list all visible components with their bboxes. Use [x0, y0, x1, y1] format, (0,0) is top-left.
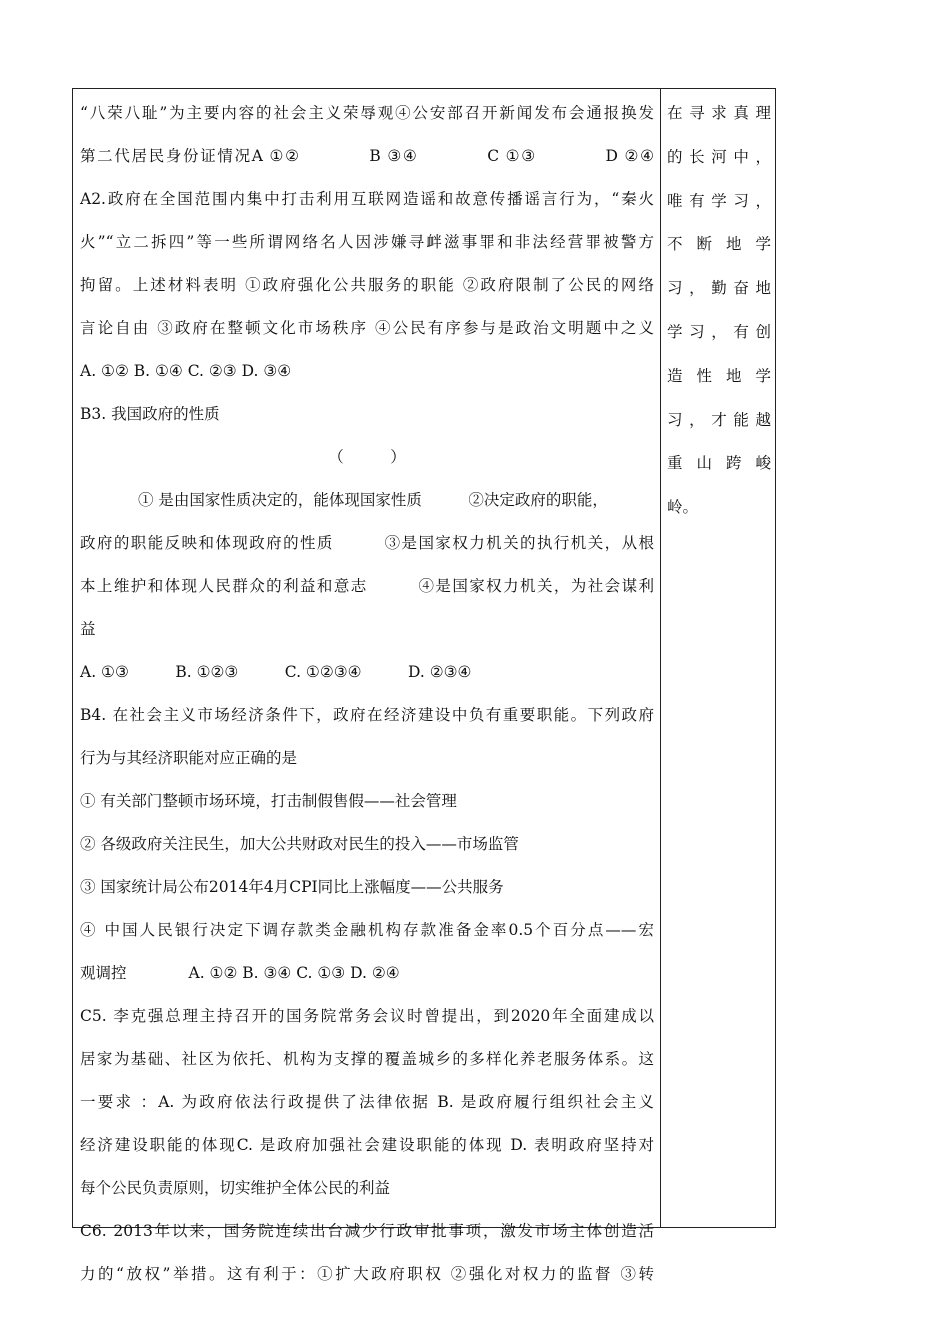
- side-text-line: 重山跨峻: [667, 454, 771, 473]
- text-line: 居家为基础、社区为依托、机构为支撑的覆盖城乡的多样化养老服务体系。这: [80, 1050, 654, 1068]
- text-line: C6. 2013年以来，国务院连续出台减少行政审批事项，激发市场主体创造活: [80, 1222, 654, 1240]
- side-text-line: 造性地学: [667, 366, 771, 385]
- text-line: 力的“放权”举措。这有利于：①扩大政府职权 ②强化对权力的监督 ③转: [80, 1265, 654, 1283]
- side-text-line: 学习，有创: [667, 322, 771, 341]
- text-line: “八荣八耻”为主要内容的社会主义荣辱观④公安部召开新闻发布会通报换发: [80, 104, 654, 122]
- text-line: 行为与其经济职能对应正确的是: [80, 749, 298, 767]
- side-text-line: 习，才能越: [667, 410, 771, 429]
- side-text-line: 的长河中，: [667, 147, 771, 166]
- text-line: ① 是由国家性质决定的，能体现国家性质 ②决定政府的职能，: [138, 491, 608, 509]
- text-line: A2.政府在全国范围内集中打击利用互联网造谣和故意传播谣言行为，“秦火: [80, 190, 654, 208]
- text-line: 每个公民负责原则，切实维护全体公民的利益: [80, 1179, 391, 1197]
- text-line: B3. 我国政府的性质: [80, 405, 220, 423]
- text-line: 政府的职能反映和体现政府的性质 ③是国家权力机关的执行机关，从根: [80, 534, 654, 552]
- side-text-line: 在寻求真理: [667, 104, 771, 122]
- text-line: A. ①② B. ①④ C. ②③ D. ③④: [80, 362, 292, 380]
- side-column: [667, 92, 771, 530]
- text-line: B4. 在社会主义市场经济条件下，政府在经济建设中负有重要职能。下列政府: [80, 706, 654, 724]
- text-line: A. ①③ B. ①②③ C. ①②③④ D. ②③④: [80, 663, 472, 681]
- text-line: 本上维护和体现人民群众的利益和意志 ④是国家权力机关，为社会谋利: [80, 577, 654, 595]
- text-line: ① 有关部门整顿市场环境，打击制假售假——社会管理: [80, 792, 457, 810]
- side-text-line: 唯有学习，: [667, 191, 771, 210]
- text-line: 经济建设职能的体现C. 是政府加强社会建设职能的体现 D. 表明政府坚持对: [80, 1136, 654, 1154]
- text-line: 言论自由 ③政府在整顿文化市场秩序 ④公民有序参与是政治文明题中之义: [80, 319, 654, 337]
- text-line: 火”“立二拆四”等一些所谓网络名人因涉嫌寻衅滋事罪和非法经营罪被警方: [80, 233, 654, 251]
- text-line: C5. 李克强总理主持召开的国务院常务会议时曾提出，到2020年全面建成以: [80, 1007, 654, 1025]
- text-line: 观调控 A. ①② B. ③④ C. ①③ D. ②④: [80, 964, 400, 982]
- text-line: （ ）: [328, 448, 406, 466]
- side-text-line: 岭。: [667, 498, 699, 517]
- text-line: ③ 国家统计局公布2014年4月CPI同比上涨幅度——公共服务: [80, 878, 504, 896]
- main-column: [80, 92, 654, 1296]
- text-line: 一要求 ：A. 为政府依法行政提供了法律依据 B. 是政府履行组织社会主义: [80, 1093, 654, 1111]
- text-line: 益: [80, 620, 96, 638]
- text-line: ④ 中国人民银行决定下调存款类金融机构存款准备金率0.5个百分点——宏: [80, 921, 654, 939]
- text-line: 第二代居民身份证情况A ①② B ③④ C ①③ D ②④: [80, 147, 654, 165]
- text-line: ② 各级政府关注民生，加大公共财政对民生的投入——市场监管: [80, 835, 519, 853]
- side-text-line: 习，勤奋地: [667, 279, 771, 298]
- side-text-line: 不断地学: [667, 235, 771, 254]
- text-line: 拘留。上述材料表明 ①政府强化公共服务的职能 ②政府限制了公民的网络: [80, 276, 654, 294]
- column-divider: [660, 88, 661, 1228]
